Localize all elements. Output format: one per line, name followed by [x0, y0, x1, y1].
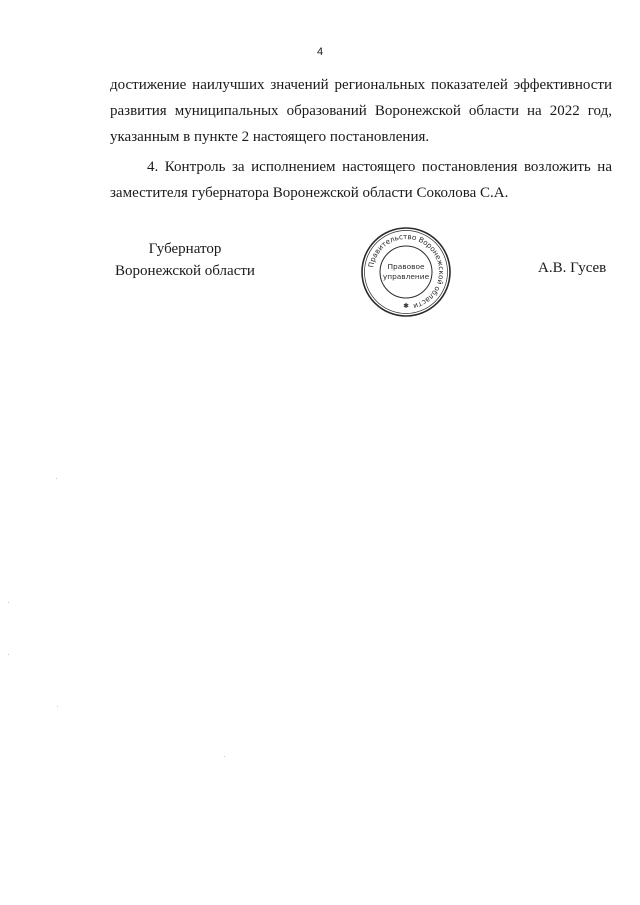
seal-star-icon: ✱ — [403, 302, 409, 310]
signature-block — [0, 231, 640, 318]
seal-outer-text: Правительство Воронежской области — [366, 231, 447, 312]
page-number: 4 — [316, 46, 324, 58]
seal-inner-line: управление — [382, 272, 430, 281]
text-line: 4. Контроль за исполнением настоящего постановления возложить на — [147, 159, 612, 175]
seal-inner-line: Правовое — [387, 262, 425, 271]
signer-name: А.В. Гусев — [538, 260, 607, 276]
scan-speck — [8, 654, 9, 655]
scan-speck — [224, 756, 225, 757]
signer-position-line: Воронежской области — [115, 263, 255, 279]
text-line: развития муниципальных образований Воронежской области на 2022 год, — [110, 103, 612, 119]
scan-speck — [57, 706, 58, 707]
text-line: заместителя губернатора Воронежской области Соколова С.А. — [110, 185, 509, 201]
text-line: указанным в пункте 2 настоящего постановления. — [110, 129, 430, 145]
text-line: достижение наилучших значений региональных показателей эффективности — [110, 77, 612, 93]
paragraph-continuation — [110, 72, 612, 150]
paragraph-item-4 — [110, 154, 612, 206]
scan-speck — [56, 478, 57, 479]
scan-speck — [8, 602, 9, 603]
official-seal-stamp — [360, 226, 452, 318]
signer-position-line: Губернатор — [148, 241, 222, 257]
